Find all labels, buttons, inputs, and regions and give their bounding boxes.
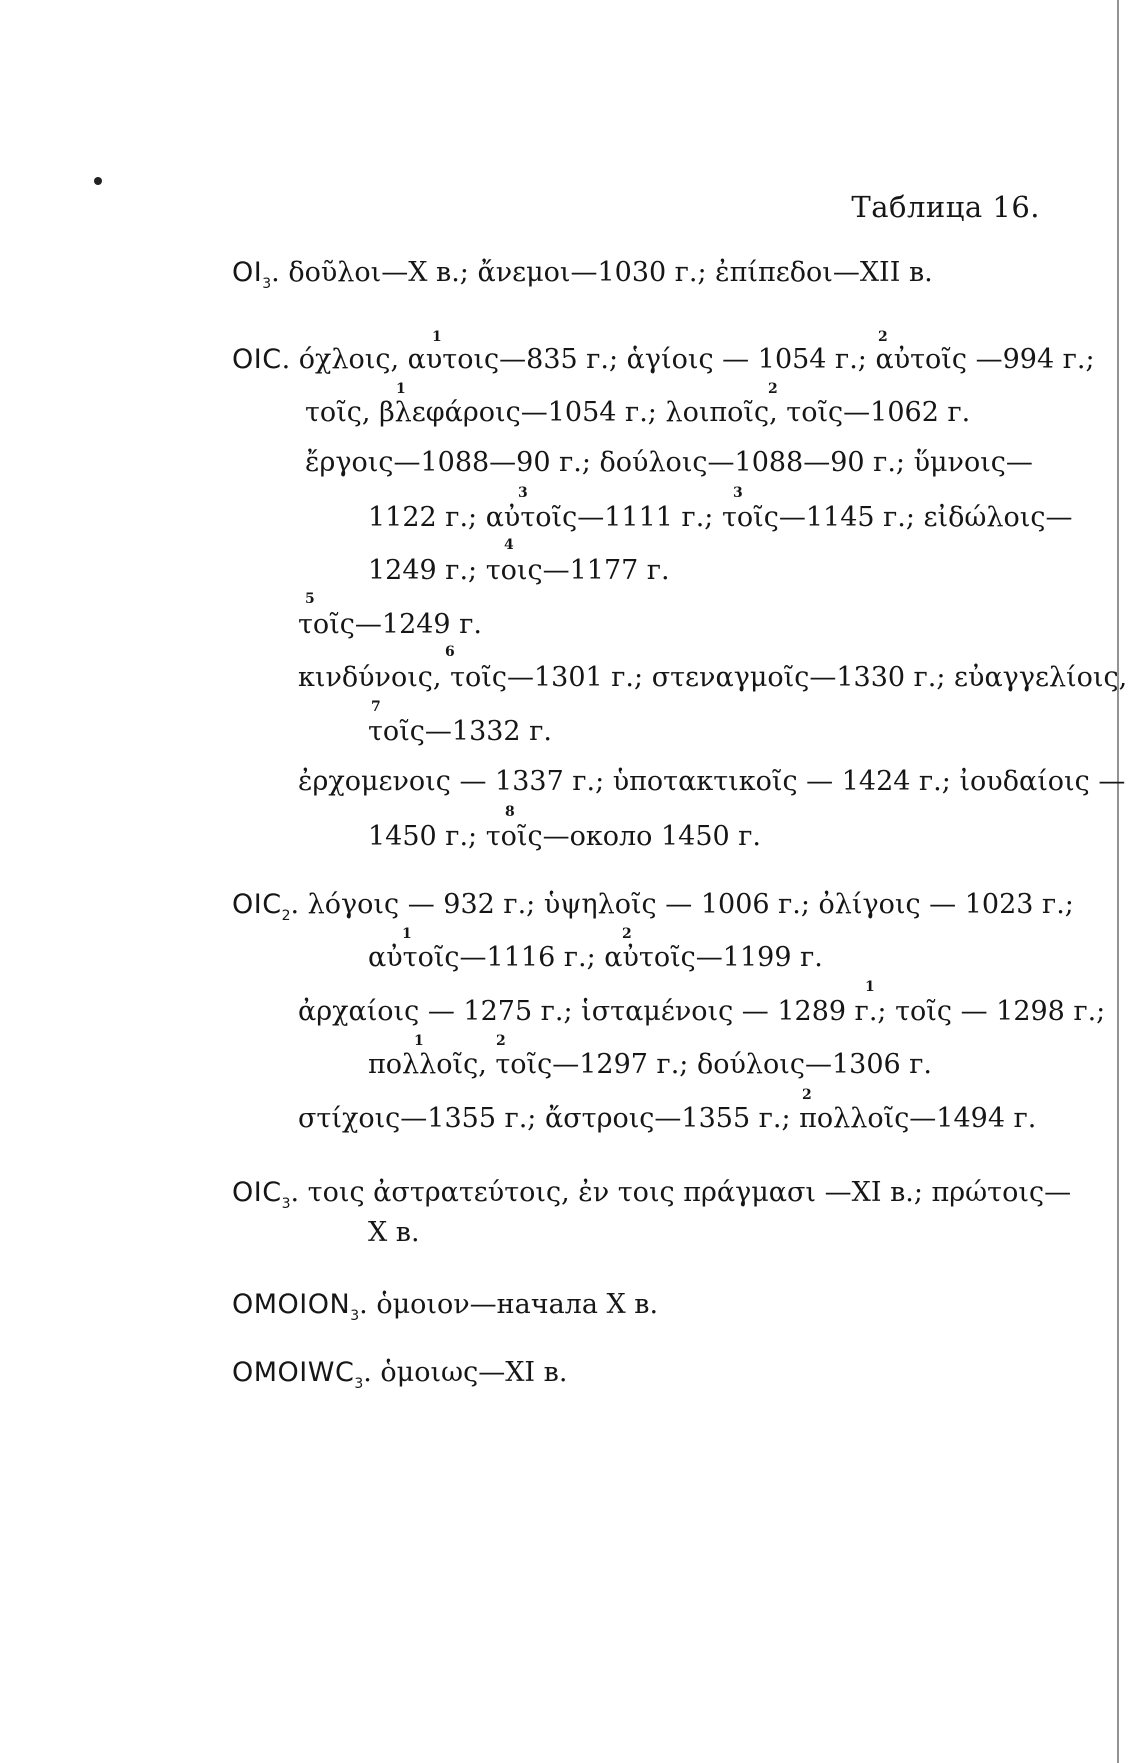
keyword: OIC [232,1177,282,1208]
entry-line: 1122 г.; αὐτοῖς—1111 г.; τοῖς—1145 г.; εἰδώλοις— [368,502,1073,533]
entry-line: στίχοις—1355 г.; ἄστροις—1355 г.; πολλοῖς—1494 г. [298,1103,1037,1134]
entry-omoiws3 [232,1358,567,1399]
entry-line: 1450 г.; τοῖς—около 1450 г. [368,821,762,852]
superscript-mark: 1 [402,926,412,942]
superscript-mark: 3 [733,485,743,501]
ink-mark [94,177,102,185]
entry-text: . [290,1177,308,1208]
entry-line: πολλοῖς, τοῖς—1297 г.; δούλοις—1306 г. [368,1049,932,1080]
entry-ois [232,345,1095,375]
keyword-subscript: 3 [281,1196,291,1212]
superscript-mark: 3 [518,485,528,501]
superscript-mark: 6 [445,644,455,660]
entry-text: τοις ἀστρατεύτοις, ἐν τοις πράγμασι —XI в.; πρώτοις— [307,1177,1072,1208]
entry-ois3 [232,1178,1071,1219]
entry-ois2 [232,890,1074,931]
entry-line: ἐρχομενοις — 1337 г.; ὑποτακτικοῖς — 1424 г.; ἰουδαίοις — [298,766,1126,797]
superscript-mark: 5 [305,591,315,607]
entry-text: . [290,889,308,920]
superscript-mark: 2 [622,926,632,942]
entry-line: 1249 г.; τοις—1177 г. [368,555,670,586]
keyword-subscript: 3 [354,1376,364,1392]
entry-line: τοῖς—1249 г. [298,609,482,640]
entry-line: X в. [368,1217,420,1248]
entry-text: λόγοις — 932 г.; ὑψηλοῖς — 1006 г.; ὀλίγοις — 1023 г.; [307,889,1074,920]
superscript-mark: 1 [432,329,442,345]
entry-text: . [363,1357,381,1388]
keyword-subscript: 2 [281,908,291,924]
entry-text: όχλοις, αυτοις—835 г.; ἁγίοις — 1054 г.; αὐτοῖς —994 г.; [298,344,1095,375]
keyword: OMOION [232,1289,351,1320]
superscript-mark: 4 [504,537,514,553]
entry-line: ἔργοις—1088—90 г.; δούλοις—1088—90 г.; ὕμνοις— [305,447,1033,478]
superscript-mark: 1 [396,381,406,397]
page-edge-line [1117,0,1119,1763]
superscript-mark: 2 [768,381,778,397]
superscript-mark: 2 [802,1087,812,1103]
keyword-subscript: 3 [262,276,272,292]
keyword: OMOIWC [232,1357,355,1388]
entry-text: . [281,344,299,375]
entry-omoion3 [232,1290,658,1331]
entry-line: τοῖς—1332 г. [368,716,552,747]
entry-text: ὁμοιον—начала X в. [376,1289,659,1320]
superscript-mark: 1 [865,979,875,995]
superscript-mark: 2 [878,329,888,345]
entry-text: δοῦλοι—X в.; ἄνεμοι—1030 г.; ἐπίπεδοι—XII в. [288,257,933,288]
entry-line: τοῖς, βλεφάροις—1054 г.; λοιποῖς, τοῖς—1062 г. [305,397,971,428]
superscript-mark: 1 [414,1033,424,1049]
keyword: OIC [232,344,282,375]
entry-line: ἀρχαίοις — 1275 г.; ἱσταμένοις — 1289 г.; τοῖς — 1298 г.; [298,996,1106,1027]
entry-text: ὁμοιως—XI в. [380,1357,568,1388]
superscript-mark: 7 [371,699,381,715]
superscript-mark: 8 [505,804,515,820]
entry-line: αὐτοῖς—1116 г.; αὐτοῖς—1199 г. [368,942,823,973]
superscript-mark: 2 [496,1033,506,1049]
keyword: OI [232,257,263,288]
entry-line: κινδύνοις, τοῖς—1301 г.; στεναγμοῖς—1330 г.; εὐαγγελίοις, [298,662,1128,693]
entry-text: . [271,257,289,288]
keyword-subscript: 3 [350,1308,360,1324]
entry-oi3 [232,258,933,299]
page-title: Таблица 16. [851,190,1040,224]
entry-text: . [359,1289,377,1320]
keyword: OIC [232,889,282,920]
